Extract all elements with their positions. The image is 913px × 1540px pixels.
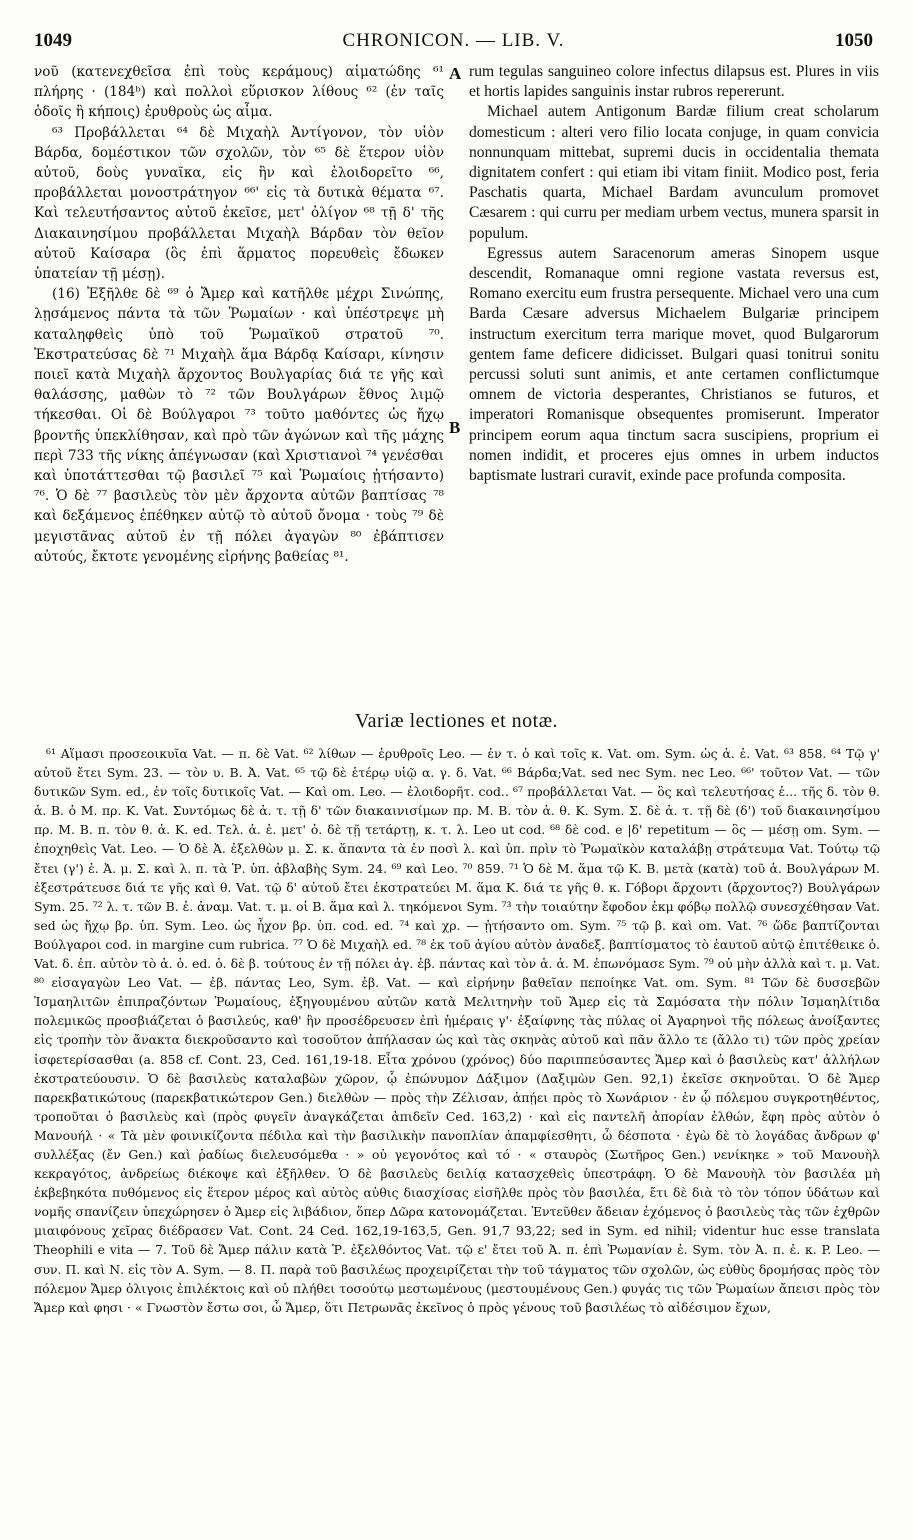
variant-readings-notes: [34, 744, 880, 1317]
running-header: [34, 30, 873, 58]
margin-letter-b: B: [449, 418, 461, 437]
greek-text-column: [34, 62, 444, 567]
latin-text-column: [469, 62, 879, 486]
greek-paragraph: (16) Ἐξῆλθε δὲ ⁶⁹ ὁ Ἄμερ καὶ κατῆλθε μέχρι Σινώπης, λῃσάμενος πάντα τὰ τῶν Ῥωμαίων · καὶ ὑπέστρεψε μὴ καταληφθεὶς ὑπὸ τοῦ Ῥωμαϊκοῦ στρατοῦ ⁷⁰. Ἐκστρατεύσας δὲ ⁷¹ Μιχαὴλ ἅμα Βάρδᾳ Καίσαρι, κίνησιν ποιεῖ κατὰ Μιχαὴλ ἄρχοντος Βουλγαρίας διά τε γῆς καὶ θαλάσσης, μαθὼν τὸ ⁷² τῶν Βουλγάρων ἔθνος λιμῷ τήκεσθαι. Οἱ δὲ Βούλγαροι ⁷³ τοῦτο μαθόντες ὡς ἤχῳ βροντῆς ὑπεκλίθησαν, καὶ πρὸ τῶν ἀγώνων καὶ τῆς μάχης περὶ 733 τῆς νίκης ἀπέγνωσαν (καὶ Χριστιανοὶ ⁷⁴ γενέσθαι καὶ ὑποτάττεσθαι τῷ βασιλεῖ ⁷⁵ καὶ Ῥωμαίοις ᾐτήσαντο) ⁷⁶. Ὁ δὲ ⁷⁷ βασιλεὺς τὸν μὲν ἄρχοντα αὐτῶν βαπτίσας ⁷⁸ καὶ δεξάμενος ἐπέθηκεν αὐτῷ τὸ αὐτοῦ ὄνομα · τοὺς ⁷⁹ δὲ μεγιστᾶνας αὐτοῦ ἐν τῇ πόλει ἀγαγὼν ⁸⁰ ἐβάπτισεν αὐτούς, ἔκτοτε γενομένης εἰρήνης βαθείας ⁸¹.: [34, 286, 444, 565]
latin-paragraph: Egressus autem Saracenorum ameras Sinopem usque descendit, Romanaque omni regione vastata reversus est, Romano exercitu eum frustra persequente. Michael vero una cum Barda Cæsare adversus Michaelem Bulgariæ principem instructum exercitum terra marique movet, quod Bulgarorum gentem fame deficere didicisset. Bulgari quasi tonitrui sonitu percussi soluti sunt animis, et ante certamen conflictumque omnem de victoria desperantes, Christianos se futuros, et imperatori Romanisque obsequentes promiserunt. Imperator principem eorum aqua tinctum sacra suscipiens, proprium ei nomen indidit, et proceres ejus omnes in urbem inductos baptismate lustrari curavit, exinde pace profunda composita.: [469, 244, 879, 485]
notes-paragraph: ⁶¹ Αἵμασι προσεοικυῖα Vat. — π. δὲ Vat. ⁶² λίθων — ἐρυθροῖς Leo. — ἐν τ. ὁ καὶ τοῖς κ. Vat. om. Sym. ὡς ἁ. ἐ. Vat. ⁶³ 858. ⁶⁴ Τῷ γ' αὐτοῦ ἔτει Sym. 23. — τὸν υ. Β. Ἀ. Vat. ⁶⁵ τῷ δὲ ἑτέρῳ υἱῷ α. γ. δ. Vat. ⁶⁶ Βάρδα;Vat. sed nec Sym. nec Leo. ⁶⁶' τοῦτον Vat. — τῶν δυτικῶν Sym. ed., ἐν τοῖς δυτικοῖς Vat. — Καὶ om. Leo. — ἐλοιδορῆτ. cod.. ⁶⁷ προβάλλεται Vat. — ὃς καὶ τελευτήσας ἐ... τῆς δ. τὸν θ. ἁ. Β. ὁ Μ. πρ. Κ. Vat. Συντόμως δὲ ἁ. τ. τῇ δ' τῶν διακαινισίμων πρ. Μ. Β. τὸν ἁ. θ. Κ. Sym. Σ. δὲ ἁ. τ. τῇ δὲ (δ') τοῦ διακαινησίμου πρ. Μ. Β. π. τὸν θ. ἁ. Κ. ed. Τελ. ἁ. ἐ. μετ' ὀ. δὲ τῇ τετάρτῃ, κ. τ. λ. Leo ut cod. ⁶⁸ δὲ cod. e |δ' repetitum — ὃς — μέσῃ om. Sym. — ἐποχηθεὶς Vat. Leo. — Ὁ δὲ Ἀ. ἐξελθὼν μ. Σ. κ. ἅπαντα τὰ ἐν ποσὶ λ. καὶ ὑπ. πρὶν τὸ Ῥωμαϊκὸν καταλάβῃ στράτευμα Vat. Τούτῳ τῷ ἔτει (γ') ἐ. Ἀ. μ. Σ. καὶ λ. π. τὰ Ῥ. ὑπ. ἀβλαβὴς Sym. 24. ⁶⁹ καὶ Leo. ⁷⁰ 859. ⁷¹ Ὁ δὲ Μ. ἅμα τῷ Κ. Β. μετὰ (κατὰ) τοῦ ἁ. Βουλγάρων Μ. ἐξεστράτευσε διά τε γῆς καὶ θ. Vat. τῷ δ' αὐτοῦ ἔτει ἐκστρατεύει Μ. ἅμα Κ. διά τε γῆς θ. κ. Γόβορι ἄρχοντι (ἄρχοντος?) Βουλγάρων Sym. 25. ⁷² λ. τ. τῶν Β. ἐ. ἀναμ. Vat. τ. μ. οἱ Β. ἅμα καὶ λ. τηκόμενοι Sym. ⁷³ τὴν τοιαύτην ἔφοδον ἐκμ φόβῳ πολλῷ συνεσχέθησαν Vat. sed ὡς ἤχῳ βρ. ὑπ. Sym. Leo. ὡς ἦχον βρ. ὑπ. cod. ed. ⁷⁴ καὶ χρ. — ᾐτήσαντο om. Sym. ⁷⁵ τῷ β. καὶ om. Vat. ⁷⁶ ὥδε βαπτίζονται Βούλγαροι cod. in margine cum rubrica. ⁷⁷ Ὁ δὲ Μιχαὴλ ed. ⁷⁸ ἐκ τοῦ ἁγίου αὐτὸν ἀναδεξ. βαπτίσματος τὸ ἑαυτοῦ αὐτῷ ἐπιτέθεικε ὁ. Vat. δ. ἐπ. αὐτὸν τὸ ἁ. ὁ. ed. ὁ. δὲ β. τούτους ἐν τῇ πόλει ἀγ. ἐβ. πάντας καὶ τὸν ἁ. ἁ. Μ. ἐπωνόμασε Sym. ⁷⁹ οὐ μὴν ἀλλὰ καὶ τ. μ. Vat. ⁸⁰ εἰσαγαγὼν Leo Vat. — ἐβ. πάντας Leo, Sym. ἐβ. Vat. — καὶ εἰρήνην βαθεῖαν πεποίηκε Vat. om. Sym. ⁸¹ Τῶν δὲ δυσσεβῶν Ἰσμαηλιτῶν ἐπιπραζόντων Ῥωμαίους, ἐξηγουμένου αὐτῶν κατὰ Μελιτηνὴν τοῦ Ἄμερ εἰς τὰ Σαμόσατα τὴν πόλιν Ἰσμαηλίτιδα πολεμικῶς προσβιάζεται ὁ βασιλεύς, καθ' ἣν προσέδρευσεν ἐπὶ ἡμέραις γ'· ἐξαίφνης τὰς πύλας οἱ Ἀγαρηνοὶ τῆς πόλεως ἀνοίξαντες εἰς τροπὴν τὸν ἄνακτα διεκροῦσαντο καὶ τοσοῦτον ἀπήλασαν ὡς καὶ τὰς σκηνὰς αὐτοῦ καὶ πᾶν ἄλλο τε (ἄλλο τι) τῶν πρὸς χρείαν ἰσφετερίσασθαι (a. 858 cf. Cont. 23, Ced. 161,19-18. Εἶτα χρόνου (χρόνος) δύο παριππεύσαντες Ἄμερ καὶ ὁ βασιλεὺς κατ' ἀλλήλων ἐκστρατεύουσιν. Ὁ δὲ βασιλεὺς καταλαβὼν χῶρον, ᾧ ἐπώνυμον Δάξιμον (Δαξιμὼν Gen. 92,1) ἐκεῖσε σκηνοῦται. Ὁ δὲ Ἄμερ παρεκβατικώτους (παρεκβατικώτερον Gen.) διελθὼν — πρὸς τὴν Ζέλισαν, ἀπῄει πρὸς τὸ Χωνάριον · ἐν ᾧ πόλεμου συγκροτηθέντος, τροποῦται ὁ βασιλεὺς καὶ (πρὸς φυγεῖν ἀναγκάζεται ἀπιδεῖν Ced. 163,2) · καὶ εἰς παντελῆ ἀπορίαν ἐλθών, ἔφη πρὸς αὐτὸν ὁ Μανουήλ · « Τὰ μὲν φοινικίζοντα πέδιλα καὶ τὴν βασιλικὴν πανοπλίαν ἀπαμφίεσθητι, ὦ δέσποτα · ἐγὼ δὲ τὸ λογάδας ἄνδρων φ' συλλέξας (ἔν Gen.) καὶ ῥαδίως διελευσόμεθα · » οὐ γεγονότος καὶ τό · « σταυρὸς (Σωτῆρος Gen.) νενίκηκε » τοῦ Μανουὴλ κεκραγότος, ἀνδρείως διέκοψε καὶ ἐξῆλθεν. Ὁ δὲ βασιλεὺς δειλίᾳ κατασχεθεὶς ὑπεστράφη. Ὁ δὲ Μανουὴλ τὸν βασιλέα μὴ ἐκβεβηκότα πυθόμενος εἰς ἕτερον μέρος καὶ αὐτὸς αὐθις διασχίσας εἰσῆλθε πρὸς τὸν βασιλέα, ἔτι δὲ διὰ τὸ τὸν τόπον ὑδάτων καὶ νομῆς σπανίζειν ὑπεχώρησεν ὁ Ἄμερ εἰς λιβάδιον, ὅπερ Δῶρα κατονομάζεται. Ἐντεῦθεν ἄδειαν ἐχόμενος ὁ βασιλεὺς τὰς τῶν ἐχθρῶν μιαιφόνους χεῖρας διέδρασεν Vat. Cont. 24 Ced. 162,19-163,5, Gen. 91,7 93,22; sed in Sym. ed nihil; videntur huc esse translata Theophili e vita — 7. Τοῦ δὲ Ἄμερ πάλιν κατὰ Ῥ. ἐξελθόντος Vat. τῷ ε' ἔτει τοῦ Ἀ. π. ἐπὶ Ῥωμανίαν ἐ. Sym. τὸν Ἀ. π. ἐ. κ. P. Leo. — συν. Π. καὶ Ν. εἰς τὸν Α. Sym. — 8. Π. παρὰ τοῦ βασιλέως προχειρίζεται τὴν τοῦ τάγματος τῶν σχολῶν, ὡς εὐθὺς δρομήσας πρὸς τὸν πόλεμον Ἄμερ ὀλιγοις ἐπιλέκτοις καὶ οὐ πλήθει τοσούτῳ μεστωμένους (μεστουμένους Gen.) φυγάς τις τῶν Ῥωμαίων ἄπεισι πρὸς τὸν Ἄμερ καὶ φησι · « Γνωστὸν ἔστω σοι, ὦ Ἄμερ, ὅτι Πετρωνᾶς ἐκεῖνος ὁ πρὸς γένους τοῦ βασιλέως τὸ αἰδέσιμον ἔχων,: [34, 746, 880, 1315]
page-number-right: 1050: [835, 30, 873, 51]
latin-paragraph: Michael autem Antigonum Bardæ filium creat scholarum domesticum : alteri vero filio locata conjuge, in quam convicia nonnunquam mittebat, supremi ducis in occidentalia themata dignitatem confert : qui etiam ibi vitam finiit. Modico post, feria Paschatis quarta, Michael Bardam avunculum promovet Cæsarem : qui curru per mediam urbem vectus, munera sparsit in populum.: [469, 103, 879, 242]
latin-paragraph: rum tegulas sanguineo colore infectus dilapsus est. Plures in viis et hortis lapides sanguinis instar rubros repererunt.: [469, 63, 879, 101]
greek-paragraph: νοῦ (κατενεχθεῖσα ἐπὶ τοὺς κεράμους) αἱματώδης ⁶¹ πλήρης · (184ᵇ) καὶ πολλοὶ εὕρισκον λίθους ⁶² (ἐν ταῖς ὁδοῖς ἢ κήποις) ἐρυθροὺς ὡς αἷμα.: [34, 64, 444, 121]
greek-paragraph: ⁶³ Προβάλλεται ⁶⁴ δὲ Μιχαὴλ Ἀντίγονον, τὸν υἱὸν Βάρδα, δομέστικον τῶν σχολῶν, τὸν ⁶⁵ δὲ ἕτερον υἱὸν αὐτοῦ, δοὺς γυναῖκα, εἰς ἣν καὶ ἐλοιδορεῖτο ⁶⁶, προβάλλεται μονοστράτηγον ⁶⁶' εἰς τὰ δυτικὰ θέματα ⁶⁷. Καὶ τελευτήσαντος αὐτοῦ ἐκεῖσε, μετ' ὀλίγον ⁶⁸ τῇ δ' τῆς Διακαινησίμου προβάλλεται Μιχαὴλ Βάρδαν τὸν θεῖον αὐτοῦ Καίσαρα (ὃς ἐπὶ ἅρματος πορευθεὶς ἔδωκεν ὑπατείαν τῇ μέσῃ).: [34, 124, 444, 283]
notes-heading: Variæ lectiones et notæ.: [354, 710, 559, 732]
running-title: CHRONICON. — LIB. V.: [342, 30, 565, 51]
page-number-left: 1049: [34, 30, 72, 51]
margin-letter-a: A: [449, 64, 462, 83]
